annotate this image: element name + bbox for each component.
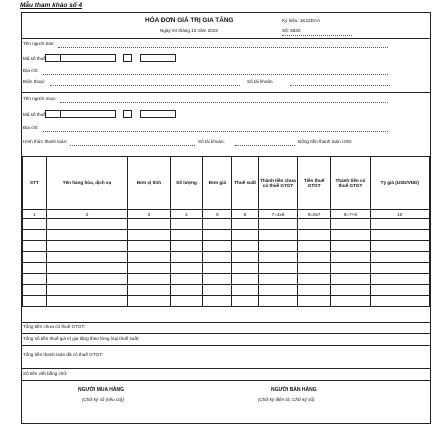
buyer-tax-label: Mã số thuế: <box>23 112 48 117</box>
col-number: 2 <box>46 210 128 219</box>
col-number: 6 <box>232 210 258 219</box>
table-row <box>23 263 430 274</box>
col-header-amount-with-tax: Thành tiền có thuế GTGT <box>331 157 371 210</box>
seller-name-line <box>58 47 388 48</box>
table-row <box>23 241 430 252</box>
seller-divider <box>21 92 431 93</box>
invoice-date: Ngày 04 tháng 10 năm 2022 <box>160 28 218 33</box>
invoice-symbol: Ký hiệu: 1K22DAA <box>282 18 321 23</box>
total-with-tax-label: Tổng tiền thanh toán đã có thuế GTGT: <box>23 352 103 357</box>
col-number: 8=6x7 <box>298 210 331 219</box>
buyer-account-line <box>235 145 295 146</box>
invoice-number: Số: 6830 <box>282 28 301 33</box>
col-header-stt: STT <box>23 157 47 210</box>
header-divider <box>21 38 431 39</box>
seller-account-label: Số tài khoản <box>247 79 273 84</box>
col-number: 7=4x6 <box>258 210 298 219</box>
buyer-currency-label: Đồng tiền thanh toán USD <box>298 139 352 144</box>
col-header-tax-amount: Tiền thuế GTGT <box>298 157 331 210</box>
seller-address-line <box>43 74 388 75</box>
totals-line-2 <box>21 345 431 346</box>
col-number: 5 <box>203 210 232 219</box>
amount-in-words-label: Số tiền viết bằng chữ: <box>23 371 68 376</box>
seller-phone-line <box>50 85 240 86</box>
seller-account-line <box>290 85 390 86</box>
seller-address-label: Địa chỉ: <box>23 68 39 73</box>
col-header-goods: Tên hàng hóa, dịch vụ <box>46 157 128 210</box>
buyer-payment-line <box>70 145 195 146</box>
totals-line-1 <box>21 333 431 334</box>
seller-signature-title: NGƯỜI BÁN HÀNG <box>271 387 317 393</box>
totals-line-3 <box>21 368 431 369</box>
buyer-payment-label: Hình thức thanh toán: <box>23 139 68 144</box>
invoice-title: HÓA ĐƠN GIÁ TRỊ GIA TĂNG <box>145 17 234 24</box>
table-row <box>23 296 430 307</box>
buyer-signature-note: (Chữ ký số (nếu có)) <box>82 397 124 402</box>
sample-label: Mẫu tham khảo số 4 <box>20 2 83 9</box>
buyer-name-label: Tên người mua: <box>23 96 56 101</box>
col-number: 10 <box>370 210 429 219</box>
number-underline <box>282 35 352 36</box>
buyer-signature-title: NGƯỜI MUA HÀNG <box>78 387 125 393</box>
col-number: 4 <box>170 210 203 219</box>
col-header-unit: Đơn vị tính <box>128 157 170 210</box>
items-table <box>22 156 430 307</box>
col-number: 1 <box>23 210 47 219</box>
table-row <box>23 230 430 241</box>
totals-bottom-line <box>21 380 431 381</box>
total-tax-by-rate-label: Tổng số tiền thuế giá trị gia tăng theo từng loại thuế suất: <box>23 336 140 341</box>
buyer-name-line <box>60 102 388 103</box>
seller-phone-label: Điện thoại: <box>23 79 45 84</box>
col-header-amount-pre-tax: Thành tiền chưa có thuế GTGT <box>258 157 298 210</box>
col-header-exchange-rate: Tỷ giá (USD/VND) <box>370 157 429 210</box>
seller-name-label: Tên người bán: <box>23 41 55 46</box>
col-header-tax-rate: Thuế suất <box>232 157 258 210</box>
buyer-address-label: Địa chỉ: <box>23 125 39 130</box>
table-row <box>23 274 430 285</box>
table-row <box>23 252 430 263</box>
col-header-quantity: Số lượng <box>170 157 203 210</box>
seller-signature-note: (Chữ ký điện tử, Chữ ký số) <box>258 397 315 402</box>
buyer-address-line <box>43 131 388 132</box>
total-pre-tax-label: Tổng tiền chưa có thuế GTGT: <box>23 324 86 329</box>
table-row <box>23 285 430 296</box>
totals-top-line <box>21 322 431 323</box>
seller-tax-label: Mã số thuế: <box>23 56 48 61</box>
col-header-unit-price: Đơn giá <box>203 157 232 210</box>
buyer-account-label: Số tài khoản: <box>198 139 225 144</box>
col-number: 3 <box>128 210 170 219</box>
table-row <box>23 219 430 230</box>
col-number: 9=7+8 <box>331 210 371 219</box>
